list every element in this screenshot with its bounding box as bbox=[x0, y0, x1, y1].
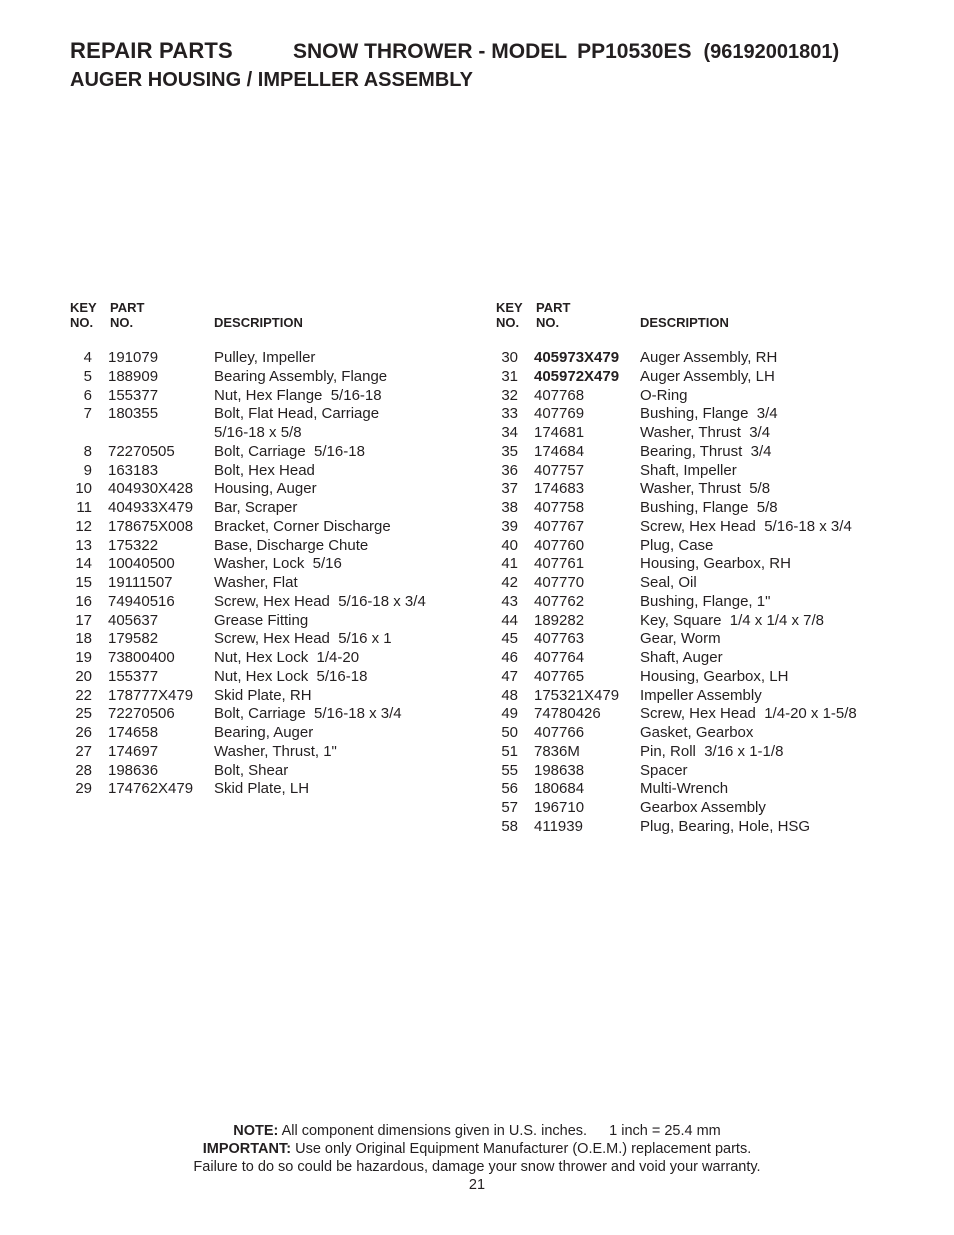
key-number: 55 bbox=[501, 761, 518, 779]
table-row bbox=[496, 518, 916, 537]
key-number: 43 bbox=[501, 592, 518, 610]
note-label: NOTE: bbox=[233, 1123, 279, 1139]
table-row bbox=[70, 780, 470, 799]
table-row bbox=[70, 705, 470, 724]
part-number: 407763 bbox=[534, 630, 585, 648]
key-number: 20 bbox=[75, 667, 92, 685]
part-number: 174697 bbox=[108, 742, 159, 760]
note-line bbox=[0, 1122, 954, 1140]
table-row bbox=[496, 424, 916, 443]
key-number: 6 bbox=[83, 386, 92, 404]
key-number: 14 bbox=[75, 555, 92, 573]
part-number: 179582 bbox=[108, 630, 159, 648]
part-number: 405637 bbox=[108, 611, 159, 629]
table-row bbox=[70, 518, 470, 537]
key-number: 8 bbox=[83, 442, 92, 460]
part-number: 404933X479 bbox=[108, 499, 194, 516]
table-row bbox=[70, 424, 470, 443]
part-description: Plug, Case bbox=[640, 536, 714, 554]
key-number: 5 bbox=[83, 367, 92, 385]
table-row bbox=[70, 649, 470, 668]
part-number bbox=[108, 424, 214, 443]
part-number: 407758 bbox=[534, 499, 585, 516]
table-row bbox=[70, 368, 470, 387]
table-row bbox=[496, 818, 916, 837]
part-number: 178675X008 bbox=[108, 517, 194, 535]
header-title-row bbox=[70, 38, 930, 64]
table-row bbox=[70, 574, 470, 593]
part-number: 407768 bbox=[534, 386, 585, 404]
part-description: Screw, Hex Head 1/4-20 x 1-5/8 bbox=[640, 705, 857, 723]
table-row bbox=[70, 555, 470, 574]
key-number: 11 bbox=[76, 499, 92, 516]
table-row bbox=[496, 405, 916, 424]
part-number: 191079 bbox=[108, 349, 159, 366]
part-description: Bearing, Auger bbox=[214, 724, 314, 741]
model-number: (96192001801) bbox=[703, 41, 840, 63]
part-description: Housing, Auger bbox=[214, 480, 317, 498]
part-description: Bushing, Flange, 1" bbox=[640, 592, 771, 610]
key-number: 50 bbox=[501, 724, 518, 741]
repair-parts-title: REPAIR PARTS bbox=[70, 38, 233, 63]
table-row bbox=[496, 780, 916, 799]
key-number: 58 bbox=[501, 817, 518, 835]
table-row bbox=[70, 687, 470, 706]
table-row bbox=[496, 574, 916, 593]
key-number: 12 bbox=[75, 517, 92, 535]
part-description: Plug, Bearing, Hole, HSG bbox=[640, 817, 811, 835]
part-number: 19111507 bbox=[108, 574, 173, 591]
key-number: 15 bbox=[75, 574, 92, 591]
description-header: DESCRIPTION bbox=[214, 315, 303, 330]
key-number: 10 bbox=[75, 480, 92, 498]
key-number: 19 bbox=[75, 649, 92, 666]
part-description: Bar, Scraper bbox=[214, 499, 298, 516]
key-number: 47 bbox=[501, 667, 518, 685]
part-number: 407760 bbox=[534, 536, 585, 554]
key-number: 9 bbox=[83, 461, 92, 479]
part-number: 163183 bbox=[108, 461, 159, 479]
table-row bbox=[70, 387, 470, 406]
key-number: 51 bbox=[501, 742, 518, 760]
part-number: 174681 bbox=[534, 424, 585, 441]
key-number: 57 bbox=[501, 799, 518, 816]
table-row bbox=[496, 799, 916, 818]
table-row bbox=[70, 537, 470, 556]
table-row bbox=[496, 593, 916, 612]
key-number: 32 bbox=[501, 386, 518, 404]
table-row bbox=[496, 368, 916, 387]
key-number: 27 bbox=[75, 742, 92, 760]
key-number: 49 bbox=[501, 705, 518, 723]
part-number: 174683 bbox=[534, 480, 585, 498]
key-number: 45 bbox=[501, 630, 518, 648]
table-row bbox=[496, 687, 916, 706]
part-number: 180684 bbox=[534, 780, 585, 798]
part-number: 407757 bbox=[534, 461, 585, 479]
part-number: 174684 bbox=[534, 442, 585, 460]
parts-table-right bbox=[496, 300, 916, 837]
model-name: PP10530ES bbox=[577, 40, 692, 63]
part-number: 407765 bbox=[534, 667, 585, 685]
part-number: 411939 bbox=[534, 817, 583, 835]
page-number: 21 bbox=[468, 1177, 486, 1193]
part-number: 73800400 bbox=[108, 649, 175, 666]
part-number: 405972X479 bbox=[534, 367, 620, 385]
part-description: Skid Plate, LH bbox=[214, 780, 310, 798]
table-row bbox=[496, 555, 916, 574]
part-number: 407769 bbox=[534, 405, 585, 423]
description-header: DESCRIPTION bbox=[640, 315, 729, 330]
table-row bbox=[496, 705, 916, 724]
table-row bbox=[496, 724, 916, 743]
key-number: 22 bbox=[75, 686, 92, 704]
part-description: Bushing, Flange 3/4 bbox=[640, 405, 778, 423]
part-number: 155377 bbox=[108, 667, 159, 685]
key-number: 18 bbox=[75, 630, 92, 648]
part-no-header: PART NO. bbox=[110, 300, 145, 330]
key-number: 16 bbox=[75, 592, 92, 610]
part-number: 175322 bbox=[108, 536, 159, 554]
part-description: 5/16-18 x 5/8 bbox=[214, 424, 302, 441]
part-description: Impeller Assembly bbox=[640, 686, 762, 704]
part-description: Washer, Lock 5/16 bbox=[214, 555, 342, 573]
part-description: Bearing, Thrust 3/4 bbox=[640, 442, 772, 460]
table-body bbox=[496, 349, 916, 837]
part-description: Bolt, Carriage 5/16-18 bbox=[214, 442, 365, 460]
part-description: Gearbox Assembly bbox=[640, 799, 766, 816]
part-number: 198638 bbox=[534, 761, 585, 779]
part-description: Bolt, Shear bbox=[214, 761, 289, 779]
part-description: Screw, Hex Head 5/16-18 x 3/4 bbox=[214, 592, 426, 610]
part-description: O-Ring bbox=[640, 386, 688, 404]
part-description: Key, Square 1/4 x 1/4 x 7/8 bbox=[640, 611, 824, 629]
key-number: 17 bbox=[75, 611, 92, 629]
part-description: Nut, Hex Lock 1/4-20 bbox=[214, 649, 360, 666]
part-number: 407761 bbox=[534, 555, 585, 573]
part-number: 74940516 bbox=[108, 592, 175, 610]
part-number: 174658 bbox=[108, 724, 159, 741]
part-number: 407764 bbox=[534, 649, 585, 666]
important-text: Use only Original Equipment Manufacturer (O.E.M.) replacement parts. bbox=[295, 1141, 752, 1157]
table-header bbox=[496, 300, 916, 336]
table-row bbox=[496, 537, 916, 556]
key-number: 42 bbox=[501, 574, 518, 591]
table-row bbox=[496, 480, 916, 499]
key-number: 38 bbox=[501, 499, 518, 516]
part-number: 74780426 bbox=[534, 705, 601, 723]
key-no-header: KEY NO. bbox=[496, 300, 523, 330]
key-number: 25 bbox=[75, 705, 92, 723]
important-line bbox=[0, 1140, 954, 1158]
part-description: Nut, Hex Lock 5/16-18 bbox=[214, 667, 368, 685]
part-description: Washer, Flat bbox=[214, 574, 298, 591]
part-number: 178777X479 bbox=[108, 686, 194, 704]
part-description: Shaft, Auger bbox=[640, 649, 723, 666]
part-description: Base, Discharge Chute bbox=[214, 536, 369, 554]
part-description: Bearing Assembly, Flange bbox=[214, 367, 388, 385]
page-footer bbox=[0, 1122, 954, 1194]
key-number: 33 bbox=[501, 405, 518, 423]
part-number: 404930X428 bbox=[108, 480, 194, 498]
part-number: 10040500 bbox=[108, 555, 175, 573]
table-header bbox=[70, 300, 470, 336]
key-number: 48 bbox=[501, 686, 518, 704]
key-no-header: KEY NO. bbox=[70, 300, 97, 330]
table-row bbox=[70, 405, 470, 424]
key-number: 41 bbox=[501, 555, 518, 573]
table-row bbox=[70, 630, 470, 649]
part-description: Shaft, Impeller bbox=[640, 461, 737, 479]
part-number: 72270505 bbox=[108, 442, 175, 460]
table-row bbox=[70, 668, 470, 687]
part-number: 72270506 bbox=[108, 705, 175, 723]
part-number: 174762X479 bbox=[108, 780, 194, 798]
part-description: Bolt, Hex Head bbox=[214, 461, 315, 479]
part-description: Screw, Hex Head 5/16 x 1 bbox=[214, 630, 392, 648]
key-number: 26 bbox=[75, 724, 92, 741]
part-description: Housing, Gearbox, LH bbox=[640, 667, 789, 685]
key-number: 28 bbox=[75, 761, 92, 779]
key-number: 35 bbox=[501, 442, 518, 460]
part-number: 188909 bbox=[108, 367, 159, 385]
part-description: Washer, Thrust, 1" bbox=[214, 742, 337, 760]
key-number: 56 bbox=[501, 780, 518, 798]
part-description: Multi-Wrench bbox=[640, 780, 729, 798]
part-description: Screw, Hex Head 5/16-18 x 3/4 bbox=[640, 517, 852, 535]
parts-table-left bbox=[70, 300, 470, 799]
table-row bbox=[70, 743, 470, 762]
key-number: 13 bbox=[75, 536, 92, 554]
table-body bbox=[70, 349, 470, 799]
part-number: 407767 bbox=[534, 517, 585, 535]
table-row bbox=[496, 762, 916, 781]
part-description: Pin, Roll 3/16 x 1-1/8 bbox=[640, 742, 784, 760]
table-row bbox=[496, 743, 916, 762]
table-row bbox=[496, 612, 916, 631]
part-description: Auger Assembly, RH bbox=[640, 349, 778, 366]
part-description: Gasket, Gearbox bbox=[640, 724, 754, 741]
part-description: Washer, Thrust 5/8 bbox=[640, 480, 771, 498]
table-row bbox=[496, 649, 916, 668]
key-number: 46 bbox=[501, 649, 518, 666]
warning-line: Failure to do so could be hazardous, damage your snow thrower and void your warranty. bbox=[193, 1159, 761, 1175]
table-row bbox=[496, 349, 916, 368]
part-number: 407762 bbox=[534, 592, 585, 610]
part-description: Seal, Oil bbox=[640, 574, 697, 591]
table-row bbox=[70, 443, 470, 462]
part-description: Housing, Gearbox, RH bbox=[640, 555, 791, 573]
table-row bbox=[70, 612, 470, 631]
product-title: SNOW THROWER - MODEL bbox=[292, 40, 568, 63]
table-row bbox=[496, 443, 916, 462]
table-row bbox=[70, 724, 470, 743]
part-number: 407770 bbox=[534, 574, 585, 591]
part-description: Bolt, Flat Head, Carriage bbox=[214, 405, 380, 423]
part-description: Nut, Hex Flange 5/16-18 bbox=[214, 386, 382, 404]
part-number: 175321X479 bbox=[534, 686, 620, 704]
key-number: 44 bbox=[501, 611, 518, 629]
table-row bbox=[70, 762, 470, 781]
part-description: Pulley, Impeller bbox=[214, 349, 316, 366]
table-row bbox=[70, 349, 470, 368]
part-number: 189282 bbox=[534, 611, 585, 629]
part-description: Bracket, Corner Discharge bbox=[214, 517, 391, 535]
table-row bbox=[70, 462, 470, 481]
conversion-text: 1 inch = 25.4 mm bbox=[609, 1123, 721, 1139]
key-number: 40 bbox=[501, 536, 518, 554]
key-number: 37 bbox=[501, 480, 518, 498]
key-number: 39 bbox=[501, 517, 518, 535]
table-row bbox=[70, 593, 470, 612]
page-header bbox=[70, 38, 930, 92]
part-no-header: PART NO. bbox=[536, 300, 571, 330]
table-row bbox=[496, 630, 916, 649]
table-row bbox=[70, 480, 470, 499]
part-number: 407766 bbox=[534, 724, 585, 741]
part-number: 155377 bbox=[108, 386, 159, 404]
part-number: 198636 bbox=[108, 761, 159, 779]
part-description: Spacer bbox=[640, 761, 688, 779]
key-number: 36 bbox=[501, 461, 518, 479]
part-description: Grease Fitting bbox=[214, 611, 309, 629]
note-text: All component dimensions given in U.S. inches. bbox=[281, 1123, 588, 1139]
table-row bbox=[496, 387, 916, 406]
key-number bbox=[70, 424, 92, 443]
key-number: 31 bbox=[501, 367, 518, 385]
part-description: Gear, Worm bbox=[640, 630, 721, 648]
part-number: 180355 bbox=[108, 405, 159, 423]
table-row bbox=[496, 462, 916, 481]
important-label: IMPORTANT: bbox=[202, 1141, 292, 1157]
table-row bbox=[496, 499, 916, 518]
key-number: 29 bbox=[75, 780, 92, 798]
part-number: 196710 bbox=[534, 799, 585, 816]
key-number: 7 bbox=[83, 405, 92, 423]
part-description: Auger Assembly, LH bbox=[640, 367, 775, 385]
part-description: Bolt, Carriage 5/16-18 x 3/4 bbox=[214, 705, 402, 723]
part-description: Washer, Thrust 3/4 bbox=[640, 424, 771, 441]
part-description: Bushing, Flange 5/8 bbox=[640, 499, 778, 516]
part-description: Skid Plate, RH bbox=[214, 686, 312, 704]
key-number: 4 bbox=[83, 349, 92, 366]
table-row bbox=[70, 499, 470, 518]
key-number: 30 bbox=[501, 349, 518, 366]
part-number: 7836M bbox=[534, 742, 580, 760]
table-row bbox=[496, 668, 916, 687]
part-number: 405973X479 bbox=[534, 349, 620, 366]
key-number: 34 bbox=[501, 424, 518, 441]
assembly-title: AUGER HOUSING / IMPELLER ASSEMBLY bbox=[70, 69, 474, 91]
